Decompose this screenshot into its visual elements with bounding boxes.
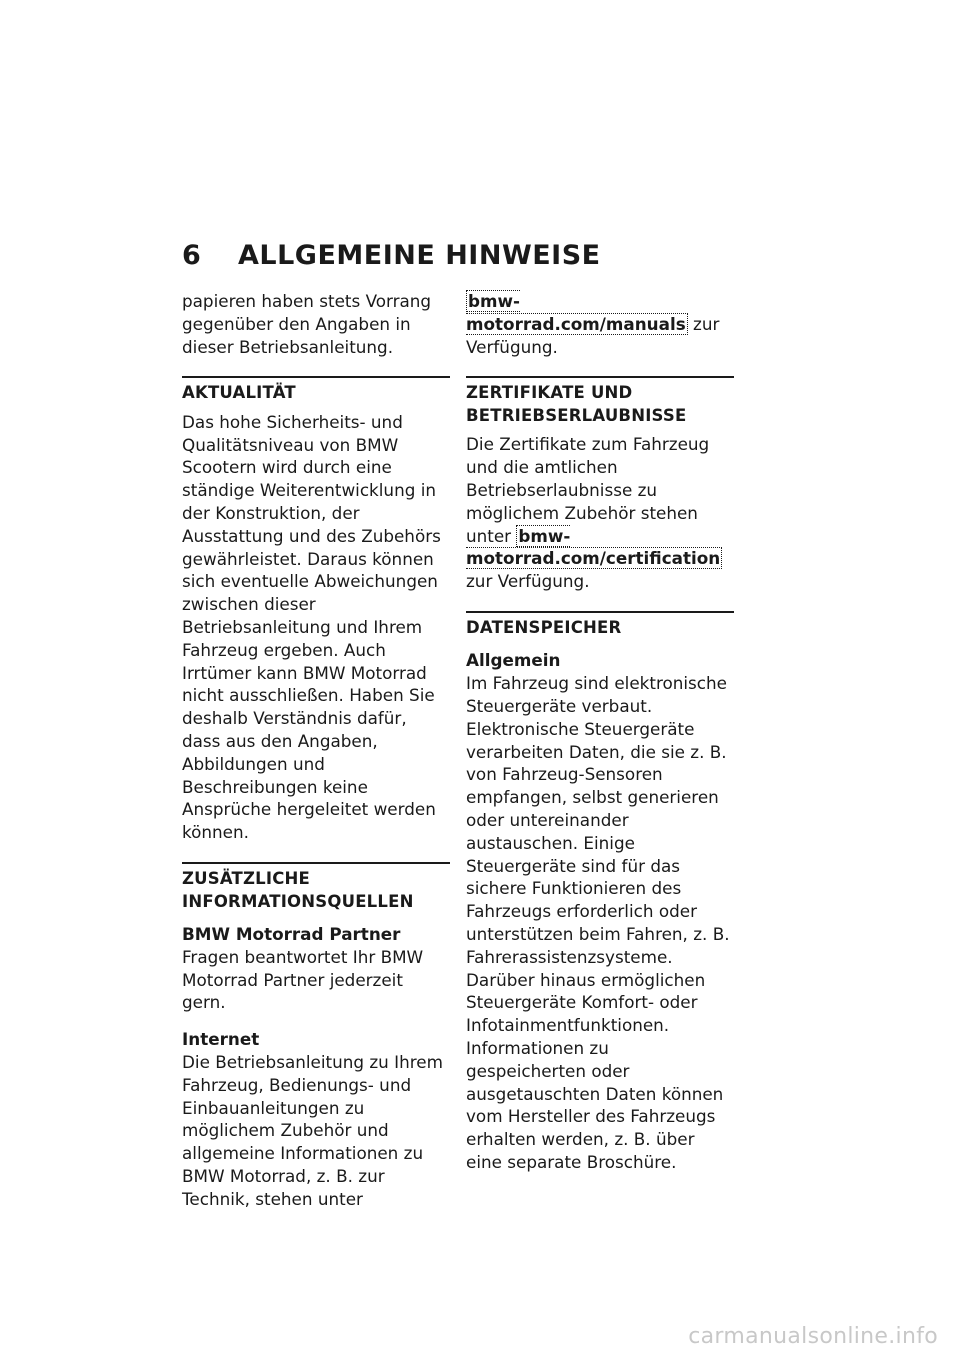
zertifikate-paragraph xyxy=(466,433,734,593)
section-heading-aktualitaet: AKTUALITÄT xyxy=(182,383,296,403)
certification-link[interactable]: bmw-motorrad.com/certification xyxy=(466,525,721,569)
chapter-number: 6 xyxy=(182,240,202,271)
right-column xyxy=(466,290,734,1174)
manuals-paragraph xyxy=(466,290,734,358)
manuals-link[interactable]: bmw-motorrad.com/manuals xyxy=(466,291,686,334)
section-heading-zertifikate: ZERTIFIKATE UND BETRIEBSERLAUBNISSE xyxy=(466,383,687,425)
zertifikate-text: Die Zertifikate zum Fahrzeug und die amtlichen Betriebserlaubnisse zu möglichem Zubehör stehen unter xyxy=(466,434,710,546)
watermark: carmanualsonline.info xyxy=(688,1324,938,1349)
certification-suffix: zur Verfügung. xyxy=(466,571,590,592)
manuals-suffix: zur Verfügung. xyxy=(466,313,720,357)
section-heading-zusatz: ZUSÄTZLICHE INFORMATIONSQUELLEN xyxy=(182,869,414,911)
subheading-partner: BMW Motorrad Partner xyxy=(182,924,401,945)
subheading-allgemein: Allgemein xyxy=(466,650,561,671)
datenspeicher-paragraph-1: Im Fahrzeug sind elektronische Steuergeräte verbaut. Elektronische Steuergeräte verarbeiten Daten, die sie z. B. von Fahrzeug-Sensoren empfangen, selbst generieren oder untereinander austauschen. Einige Steuergeräte sind für das sichere Funktionieren des Fahrzeugs erforderlich oder unterstützen beim Fahren, z. B. Fahrerassistenzsysteme. Darüber hinaus ermöglichen Steuergeräte Komfort- oder Infotainmentfunktionen. xyxy=(466,673,730,1036)
section-divider xyxy=(182,862,450,864)
aktualitaet-paragraph: Das hohe Sicherheits- und Qualitätsniveau von BMW Scootern wird durch eine ständige Weiterentwicklung in der Konstruktion, der Ausstattung und des Zubehörs gewährleistet. Daraus können sich eventuelle Abweichungen zwischen dieser Betriebsanleitung und Ihrem Fahrzeug ergeben. Auch Irrtümer kann BMW Motorrad nicht ausschließen. Haben Sie deshalb Verständnis dafür, dass aus den Angaben, Abbildungen und Beschreibungen keine Ansprüche hergeleitet werden können. xyxy=(182,411,441,843)
section-divider xyxy=(466,376,734,378)
section-divider xyxy=(182,376,450,378)
internet-paragraph: Die Betriebsanleitung zu Ihrem Fahrzeug, Bedienungs- und Einbauanleitungen zu möglichem Zubehör und allgemeine Informationen zu BMW Motorrad, z. B. zur Technik, stehen unter xyxy=(182,1052,443,1209)
chapter-title xyxy=(182,240,601,271)
section-divider xyxy=(466,611,734,613)
partner-paragraph: Fragen beantwortet Ihr BMW Motorrad Partner jederzeit gern. xyxy=(182,946,424,1013)
subheading-internet: Internet xyxy=(182,1029,260,1050)
section-heading-datenspeicher: DATENSPEICHER xyxy=(466,617,622,637)
datenspeicher-paragraph-2: Informationen zu gespeicherten oder ausgetauschten Daten können vom Hersteller des Fahrzeugs erhalten werden, z. B. über eine separate Broschüre. xyxy=(466,1038,724,1172)
intro-paragraph: papieren haben stets Vorrang gegenüber den Angaben in dieser Betriebsanleitung. xyxy=(182,291,432,357)
left-column xyxy=(182,290,450,1211)
chapter-title-text: ALLGEMEINE HINWEISE xyxy=(238,240,601,271)
